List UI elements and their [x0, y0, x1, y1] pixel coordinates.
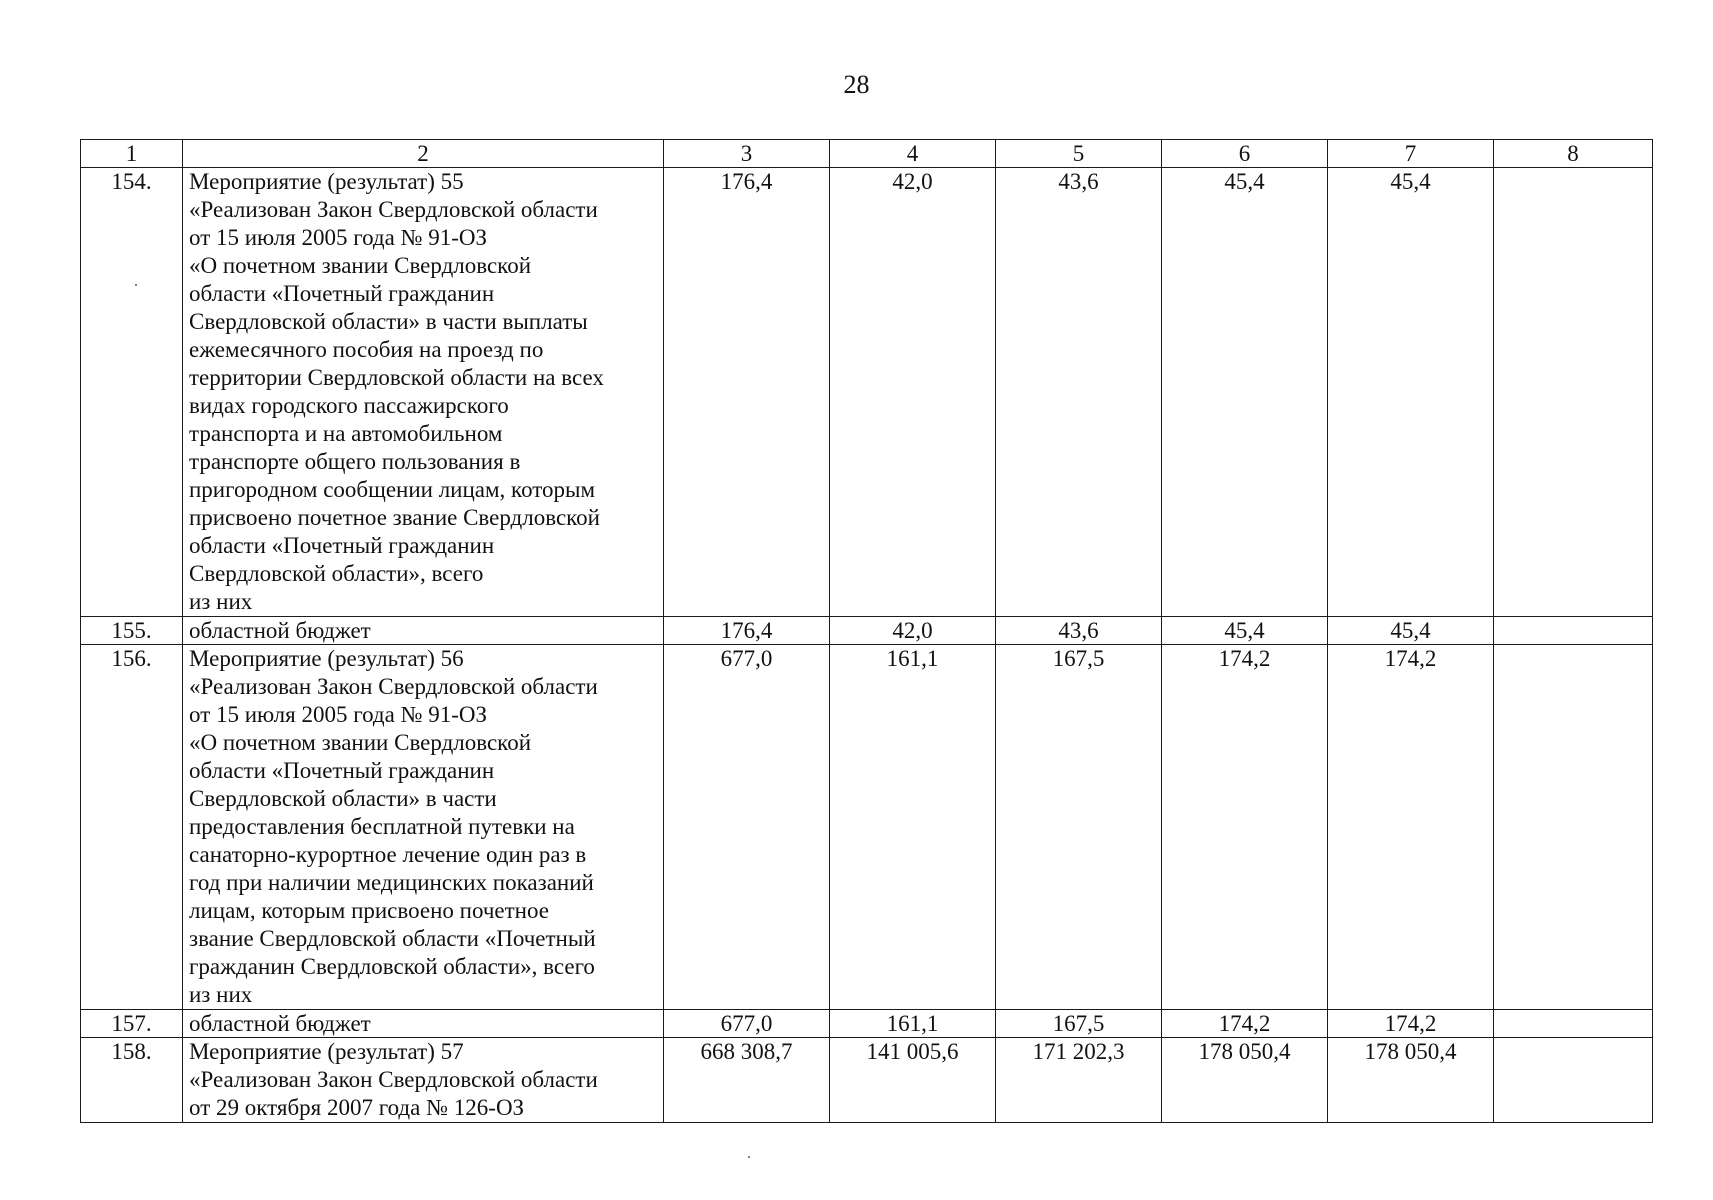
cell-value-col6: 174,2 — [1162, 645, 1328, 1010]
table-row — [81, 617, 1653, 645]
cell-value-col7: 174,2 — [1328, 645, 1494, 1010]
cell-value-col3: 176,4 — [664, 168, 830, 617]
row-description-text: областной бюджет — [189, 618, 371, 643]
cell-value-col5: 43,6 — [996, 168, 1162, 617]
row-description — [183, 1038, 664, 1123]
row-number: 155. — [81, 617, 183, 645]
cell-value-col7: 178 050,4 — [1328, 1038, 1494, 1123]
row-number: 156. — [81, 645, 183, 1010]
cell-value-col5: 167,5 — [996, 1010, 1162, 1038]
cell-value-col6: 45,4 — [1162, 617, 1328, 645]
table-header-row — [81, 140, 1653, 168]
scan-speck — [135, 284, 137, 286]
row-description-text: Мероприятие (результат) 57 «Реализован Закон Свердловской области от 29 октября 2007 года № 126-ОЗ — [189, 1039, 598, 1120]
row-description-text: областной бюджет — [189, 1011, 371, 1036]
cell-value-col8 — [1494, 168, 1653, 617]
row-number: 157. — [81, 1010, 183, 1038]
cell-value-col4: 161,1 — [830, 1010, 996, 1038]
cell-value-col7: 45,4 — [1328, 168, 1494, 617]
cell-value-col6: 45,4 — [1162, 168, 1328, 617]
cell-value-col5: 171 202,3 — [996, 1038, 1162, 1123]
cell-value-col8 — [1494, 645, 1653, 1010]
row-number: 158. — [81, 1038, 183, 1123]
table-row — [81, 168, 1653, 617]
row-number: 154. — [81, 168, 183, 617]
cell-value-col3: 668 308,7 — [664, 1038, 830, 1123]
cell-value-col7: 174,2 — [1328, 1010, 1494, 1038]
scan-speck — [748, 1156, 750, 1158]
cell-value-col8 — [1494, 1038, 1653, 1123]
column-header: 5 — [996, 140, 1162, 168]
cell-value-col8 — [1494, 617, 1653, 645]
row-description — [183, 617, 664, 645]
table-row — [81, 1010, 1653, 1038]
column-header: 6 — [1162, 140, 1328, 168]
table-row — [81, 645, 1653, 1010]
row-description-text: Мероприятие (результат) 55 «Реализован Закон Свердловской области от 15 июля 2005 года № 91-ОЗ «О почетном звании Свердловской области «Почетный гражданин Свердловской области» в части выплаты ежемесячного пособия на проезд по территории Свердловской области на всех видах городского пассажирского транспорта и на автомобильном транспорте общего пользования в пригородном сообщении лицам, которым присвоено почетное звание Свердловской области «Почетный гражданин Свердловской области», всего из них — [189, 169, 604, 614]
column-header: 7 — [1328, 140, 1494, 168]
column-header: 1 — [81, 140, 183, 168]
column-header: 8 — [1494, 140, 1653, 168]
cell-value-col4: 161,1 — [830, 645, 996, 1010]
cell-value-col4: 42,0 — [830, 168, 996, 617]
row-description-text: Мероприятие (результат) 56 «Реализован Закон Свердловской области от 15 июля 2005 года № 91-ОЗ «О почетном звании Свердловской области «Почетный гражданин Свердловской области» в части предоставления бесплатной путевки на санаторно-курортное лечение один раз в год при наличии медицинских показаний лицам, которым присвоено почетное звание Свердловской области «Почетный гражданин Свердловской области», всего из них — [189, 646, 598, 1007]
budget-table — [80, 139, 1653, 1123]
page-number: 28 — [843, 70, 870, 99]
column-header: 4 — [830, 140, 996, 168]
cell-value-col5: 43,6 — [996, 617, 1162, 645]
row-description — [183, 1010, 664, 1038]
cell-value-col4: 42,0 — [830, 617, 996, 645]
cell-value-col3: 176,4 — [664, 617, 830, 645]
row-description — [183, 168, 664, 617]
cell-value-col6: 174,2 — [1162, 1010, 1328, 1038]
cell-value-col3: 677,0 — [664, 645, 830, 1010]
cell-value-col3: 677,0 — [664, 1010, 830, 1038]
column-header: 2 — [183, 140, 664, 168]
table-row — [81, 1038, 1653, 1123]
cell-value-col8 — [1494, 1010, 1653, 1038]
cell-value-col5: 167,5 — [996, 645, 1162, 1010]
cell-value-col4: 141 005,6 — [830, 1038, 996, 1123]
cell-value-col7: 45,4 — [1328, 617, 1494, 645]
column-header: 3 — [664, 140, 830, 168]
row-description — [183, 645, 664, 1010]
cell-value-col6: 178 050,4 — [1162, 1038, 1328, 1123]
